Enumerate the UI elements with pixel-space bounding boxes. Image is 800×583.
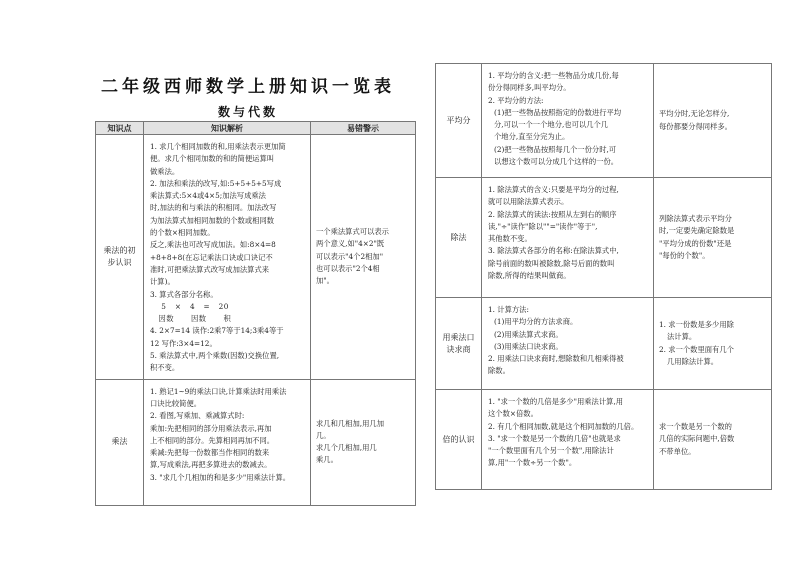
- analysis-line: 的个数×相同加数。: [150, 228, 215, 238]
- analysis-line: 准时,可把乘法算式改写成加法算式来: [150, 264, 270, 274]
- analysis-cell: [482, 298, 654, 390]
- analysis-line: +8+8+8(在忘记乘法口诀或口诀记不: [150, 252, 273, 262]
- table-row: [436, 178, 772, 298]
- analysis-line: 2. 加法和乘法的改写,如:5+5+5+5写成: [150, 178, 282, 188]
- warning-line: 乘几。: [316, 455, 338, 465]
- warning-line: 列除法算式表示平均分: [659, 213, 732, 223]
- analysis-line: (1)用平均分的方法求商。: [494, 317, 578, 327]
- analysis-line: 2. 看图,写乘加、乘减算式时:: [150, 411, 245, 421]
- warning-line: 平均分时,无论怎样分,: [659, 109, 730, 119]
- analysis-line: 做乘法。: [150, 166, 180, 176]
- analysis-line: 2. 除法算式的读法:按照从左到右的顺序: [488, 209, 617, 219]
- analysis-line: 就可以用除法算式表示。: [488, 197, 569, 207]
- analysis-line: 以想这个数可以分成几个这样的一份。: [494, 157, 619, 167]
- analysis-line: (2)用乘法算式求商。: [494, 329, 563, 339]
- section-title: 数与代数: [217, 105, 278, 119]
- header-warning: 易错警示: [311, 122, 416, 135]
- analysis-line: 除数。: [488, 366, 510, 376]
- topic-cell: [436, 64, 482, 178]
- analysis-line: 上不相同的部分。先算相同再加不同。: [150, 435, 275, 445]
- analysis-line: 便。求几个相同加数的和的简便运算叫: [150, 154, 275, 164]
- analysis-line: (1)把一些物品按照指定的份数进行平均: [494, 107, 622, 117]
- analysis-line: "一个数里面有几个另一个数",用除法计: [488, 446, 614, 456]
- analysis-cell: [482, 390, 654, 490]
- table-row: [96, 135, 416, 380]
- analysis-line: 份分得同样多,叫平均分。: [488, 83, 571, 93]
- header-analysis: 知识解析: [144, 122, 311, 135]
- equation-labels: 因数 因数 积: [150, 314, 232, 324]
- topic-cell: [436, 390, 482, 490]
- analysis-line: 1. 计算方法:: [488, 305, 529, 314]
- topic-cell: [436, 298, 482, 390]
- warning-cell: [311, 379, 416, 505]
- table-row: [436, 64, 772, 178]
- analysis-line: 3. 除法算式各部分的名称:在除法算式中,: [488, 246, 619, 256]
- right-knowledge-table: [435, 63, 772, 490]
- topic-line: 乘法的初: [103, 245, 136, 255]
- warning-line: 求几和几相加,用几加: [316, 418, 384, 428]
- analysis-line: 1. "求一个数的几倍是多少"用乘法计算,用: [488, 397, 624, 406]
- analysis-line: 3. 算式各部分名称。: [150, 289, 218, 299]
- analysis-line: 乘加:先把相同的部分用乘法表示,再加: [150, 423, 272, 433]
- analysis-line: 5. 乘法算式中,两个乘数(因数)交换位置,: [150, 351, 280, 361]
- analysis-line: 2. 有几个相同加数,就是这个相同加数的几倍。: [488, 421, 639, 431]
- analysis-cell: [144, 379, 311, 505]
- topic-line: 步认识: [107, 257, 132, 267]
- warning-line: 时,一定要先确定除数是: [659, 226, 735, 236]
- table-row: [436, 298, 772, 390]
- analysis-line: 除数,所得的结果叫做商。: [488, 271, 571, 281]
- analysis-line: 3. "求几个几相加的和是多少"用乘法计算。: [150, 472, 291, 482]
- analysis-line: 除号前面的数叫被除数,除号后面的数叫: [488, 258, 615, 268]
- warning-line: 求几个几相加,用几: [316, 443, 377, 453]
- topic-line: 诀求商: [446, 344, 471, 354]
- analysis-line: 4. 2×7=14 读作:2乘7等于14;3乘4等于: [150, 326, 284, 336]
- warning-line: 加"。: [316, 276, 334, 286]
- topic-line: 用乘法口: [442, 332, 475, 342]
- analysis-line: 其他数不变。: [488, 234, 532, 244]
- analysis-line: 反之,乘法也可改写成加法。如:8×4=8: [150, 240, 276, 250]
- page-title: 二年级西师数学上册知识一览表: [101, 77, 395, 97]
- left-knowledge-table: [95, 121, 416, 506]
- analysis-line: 1. 平均分的含义:把一些物品分成几份,每: [488, 71, 619, 80]
- warning-cell: [654, 178, 772, 298]
- analysis-line: 算,用"一个数÷另一个数"。: [488, 458, 577, 468]
- table-header-row: [96, 122, 416, 135]
- warning-cell: [654, 390, 772, 490]
- table-row: [96, 379, 416, 505]
- warning-cell: [311, 135, 416, 380]
- header-topic: 知识点: [96, 122, 144, 135]
- warning-line: 求一个数是另一个数的: [659, 422, 732, 432]
- analysis-line: (3)用乘法口诀求商。: [494, 341, 563, 351]
- analysis-line: 2. 平均分的方法:: [488, 95, 544, 105]
- analysis-line: 时,加法的和与乘法的积相同。加法改写: [150, 203, 277, 213]
- warning-line: "平均分成的份数"还是: [659, 238, 732, 248]
- analysis-line: 这个数×倍数。: [488, 409, 538, 419]
- warning-line: 2. 求一个数里面有几个: [659, 344, 734, 354]
- topic-line: 倍的认识: [442, 434, 475, 444]
- warning-line: 每份都要分得同样多。: [659, 121, 732, 131]
- analysis-line: 1. 除法算式的含义:只要是平均分的过程,: [488, 185, 619, 194]
- analysis-line: 个地分,直至分完为止。: [494, 132, 570, 142]
- topic-line: 乘法: [111, 437, 128, 447]
- analysis-line: 2. 用乘法口诀求商时,想除数和几相乘得被: [488, 354, 624, 364]
- warning-line: "每份的个数"。: [659, 250, 710, 260]
- equation-line: 5 × 4 = 20: [150, 301, 229, 311]
- analysis-line: 口诀比较简便。: [150, 398, 202, 408]
- warning-line: 可以表示"4个2相加": [316, 251, 384, 261]
- warning-cell: [654, 64, 772, 178]
- topic-line: 除法: [450, 232, 467, 242]
- warning-line: 几用除法计算。: [667, 356, 719, 366]
- warning-line: 法计算。: [667, 332, 697, 342]
- table-row: [436, 390, 772, 490]
- analysis-line: 1. 求几个相同加数的和,用乘法表示更加简: [150, 142, 286, 151]
- analysis-line: 计算)。: [150, 277, 175, 287]
- topic-cell: [96, 135, 144, 380]
- analysis-line: 1. 熟记1~9的乘法口诀,计算乘法时用乘法: [150, 386, 287, 396]
- analysis-line: 乘减:先把每一份数都当作相同的数来: [150, 448, 270, 458]
- topic-cell: [96, 379, 144, 505]
- warning-line: 也可以表示"2个4相: [316, 263, 380, 273]
- topic-line: 平均分: [446, 115, 471, 125]
- analysis-line: 分,可以一个一个地分,也可以几个几: [494, 120, 609, 130]
- analysis-cell: [482, 64, 654, 178]
- warning-cell: [654, 298, 772, 390]
- warning-line: 1. 求一份数是多少用除: [659, 319, 734, 329]
- warning-line: 不带单位。: [659, 446, 696, 456]
- warning-line: 两个意义,如"4×2"既: [316, 239, 385, 249]
- analysis-cell: [144, 135, 311, 380]
- warning-line: 几。: [316, 430, 331, 440]
- analysis-line: 12 写作:3×4=12。: [150, 338, 217, 348]
- analysis-line: 算,写成乘法,再把多算进去的数减去。: [150, 460, 272, 470]
- analysis-line: (2)把一些物品按照每几个一份分时,可: [494, 144, 617, 154]
- analysis-line: 积不变。: [150, 363, 180, 373]
- analysis-line: 为加法算式加相同加数的个数或相同数: [150, 215, 275, 225]
- topic-cell: [436, 178, 482, 298]
- warning-line: 一个乘法算式可以表示: [316, 227, 389, 237]
- analysis-cell: [482, 178, 654, 298]
- analysis-line: 3. "求一个数是另一个数的几倍"也就是求: [488, 433, 621, 443]
- warning-line: 几倍的实际问题中,倍数: [659, 434, 735, 444]
- analysis-line: 乘法算式:5×4或4×5;加法写成乘法: [150, 191, 266, 201]
- analysis-line: 读,"÷"读作"除以""="读作"等于",: [488, 221, 598, 231]
